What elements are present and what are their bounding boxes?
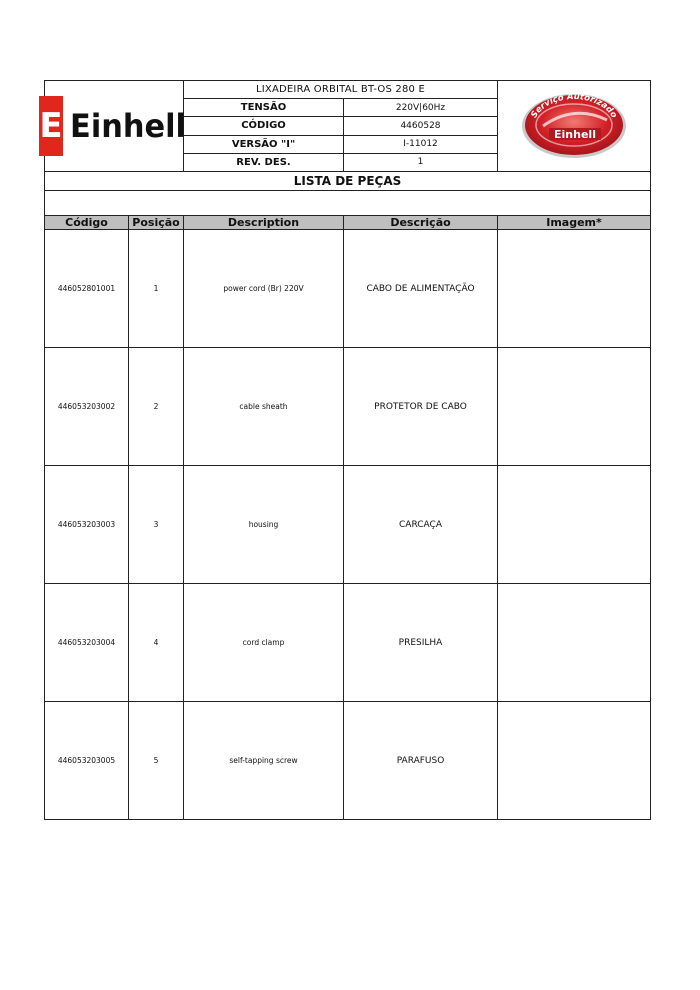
part-image	[498, 584, 651, 702]
part-code: 446053203004	[45, 584, 129, 702]
einhell-wordmark: Einhell	[69, 107, 186, 145]
header-table	[39, 80, 651, 216]
part-description-en: cable sheath	[184, 348, 344, 466]
einhell-e-icon: E	[39, 96, 62, 156]
part-description-pt: PROTETOR DE CABO	[344, 348, 498, 466]
table-row	[45, 348, 651, 466]
einhell-logo	[39, 96, 186, 156]
part-description-en: power cord (Br) 220V	[184, 230, 344, 348]
revision-value: 1	[344, 153, 498, 171]
part-description-en: self-tapping screw	[184, 702, 344, 820]
voltage-label: TENSÃO	[184, 99, 344, 117]
code-label: CÓDIGO	[184, 117, 344, 135]
brand-logo-cell	[39, 81, 186, 172]
product-title: LIXADEIRA ORBITAL BT-OS 280 E	[184, 81, 498, 99]
parts-table-header	[45, 216, 651, 230]
svg-text:Einhell: Einhell	[554, 127, 596, 141]
part-image	[498, 702, 651, 820]
table-row	[45, 230, 651, 348]
part-description-pt: PARAFUSO	[344, 702, 498, 820]
table-row	[45, 702, 651, 820]
column-header-description: Description	[184, 216, 344, 230]
parts-sheet	[39, 80, 650, 820]
part-position: 1	[129, 230, 184, 348]
part-image	[498, 348, 651, 466]
table-row	[45, 466, 651, 584]
part-position: 4	[129, 584, 184, 702]
part-code: 446053203002	[45, 348, 129, 466]
column-header-imagem: Imagem*	[498, 216, 651, 230]
version-value: I-11012	[344, 135, 498, 153]
column-header-posicao: Posição	[129, 216, 184, 230]
part-description-en: cord clamp	[184, 584, 344, 702]
column-header-codigo: Código	[45, 216, 129, 230]
part-image	[498, 466, 651, 584]
part-code: 446052801001	[45, 230, 129, 348]
parts-list-title: LISTA DE PEÇAS	[45, 172, 651, 191]
voltage-value: 220V|60Hz	[344, 99, 498, 117]
part-code: 446053203003	[45, 466, 129, 584]
part-code: 446053203005	[45, 702, 129, 820]
code-value: 4460528	[344, 117, 498, 135]
blank-spacer-row	[45, 191, 651, 216]
part-description-en: housing	[184, 466, 344, 584]
version-label: VERSÃO "I"	[184, 135, 344, 153]
parts-table	[44, 215, 651, 820]
svg-text:Serviço Autorizado: Serviço Autorizado	[529, 91, 619, 120]
part-description-pt: CABO DE ALIMENTAÇÃO	[344, 230, 498, 348]
part-description-pt: CARCAÇA	[344, 466, 498, 584]
authorized-service-seal-icon	[519, 90, 629, 160]
part-position: 5	[129, 702, 184, 820]
part-image	[498, 230, 651, 348]
part-position: 3	[129, 466, 184, 584]
table-row	[45, 584, 651, 702]
part-description-pt: PRESILHA	[344, 584, 498, 702]
authorized-service-seal-cell	[498, 81, 651, 172]
revision-label: REV. DES.	[184, 153, 344, 171]
part-position: 2	[129, 348, 184, 466]
column-header-descricao: Descrição	[344, 216, 498, 230]
